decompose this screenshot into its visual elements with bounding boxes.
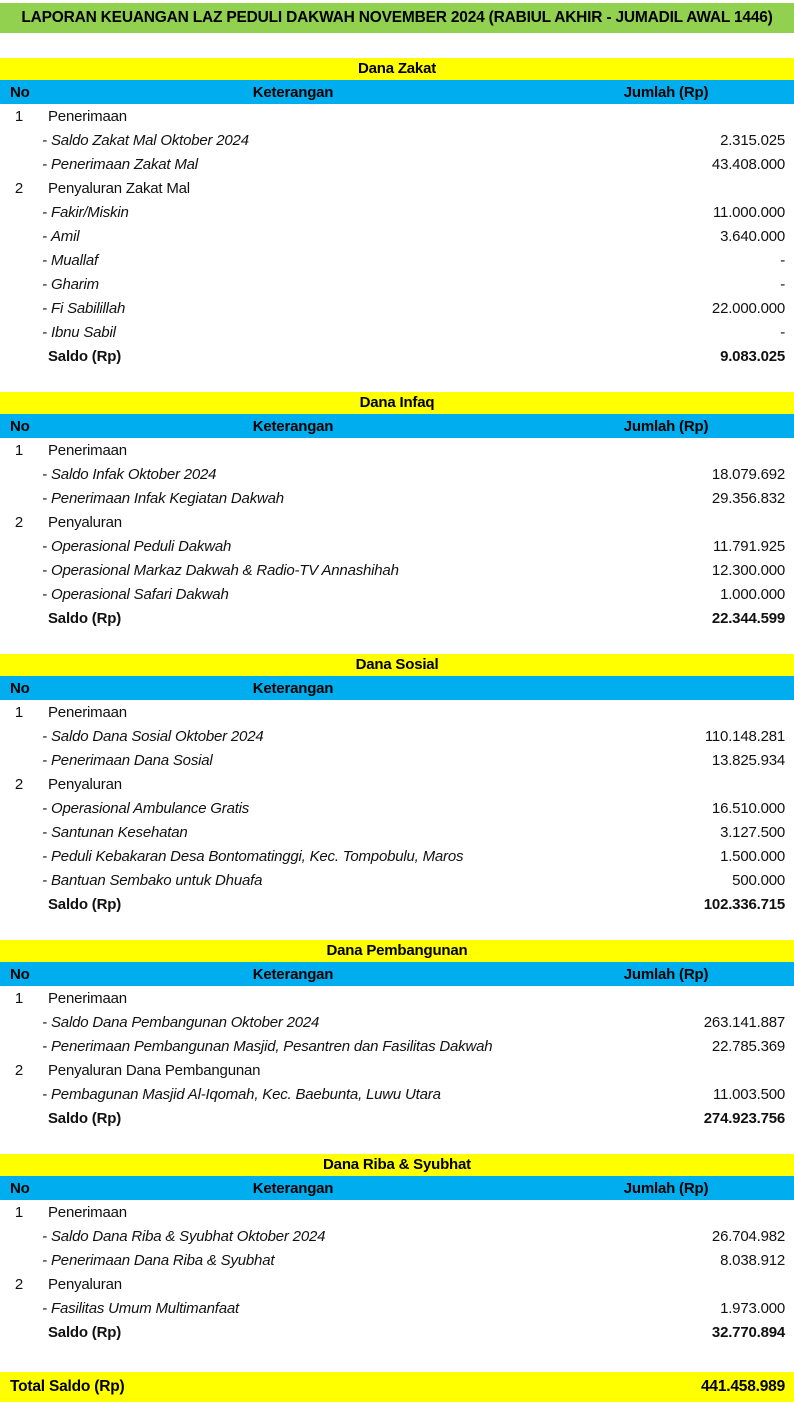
fund-section (0, 654, 794, 916)
row-number: 1 (14, 441, 24, 459)
dash-bullet: - (42, 1299, 47, 1317)
dash-bullet: - (42, 155, 47, 173)
sections (0, 58, 794, 1344)
table-row (0, 844, 794, 868)
report-title-bar (0, 3, 794, 33)
table-row (0, 248, 794, 272)
table-row (0, 1320, 794, 1344)
table-row (0, 820, 794, 844)
table-row (0, 176, 794, 200)
column-header-no: No (10, 1179, 30, 1197)
row-number: 2 (14, 1275, 24, 1293)
row-value: 1.000.000 (720, 585, 785, 603)
row-label: Saldo (Rp) (48, 895, 121, 913)
row-label: Penerimaan (48, 107, 127, 125)
table-row (0, 224, 794, 248)
section-title: Dana Pembangunan (0, 940, 794, 962)
row-label (38, 586, 548, 603)
row-label (38, 156, 548, 173)
section-title: Dana Zakat (0, 58, 794, 80)
row-label-text: Saldo Zakat Mal Oktober 2024 (51, 131, 249, 149)
row-value: 1.973.000 (720, 1299, 785, 1317)
dash-bullet: - (42, 871, 47, 889)
row-value: - (780, 323, 785, 341)
row-label-text: Operasional Safari Dakwah (51, 585, 229, 603)
row-label: Saldo (Rp) (48, 1323, 121, 1341)
row-label (38, 848, 548, 865)
row-value: 16.510.000 (711, 799, 785, 817)
dash-bullet: - (42, 1227, 47, 1245)
section-title: Dana Riba & Syubhat (0, 1154, 794, 1176)
row-label-text: Penerimaan Infak Kegiatan Dakwah (51, 489, 284, 507)
row-label (38, 132, 548, 149)
fund-section (0, 1154, 794, 1344)
table-header-row (0, 962, 794, 986)
table-row (0, 868, 794, 892)
dash-bullet: - (42, 561, 47, 579)
row-label (38, 490, 548, 507)
row-label-text: Operasional Ambulance Gratis (51, 799, 250, 817)
table-row (0, 582, 794, 606)
row-label (38, 324, 548, 341)
row-value: 26.704.982 (711, 1227, 785, 1245)
row-value: 12.300.000 (711, 561, 785, 579)
dash-bullet: - (42, 1037, 47, 1055)
dash-bullet: - (42, 751, 47, 769)
table-row (0, 558, 794, 582)
table-row (0, 892, 794, 916)
row-label-text: Muallaf (51, 251, 98, 269)
row-value: 43.408.000 (711, 155, 785, 173)
row-label (38, 1086, 548, 1103)
dash-bullet: - (42, 1085, 47, 1103)
grand-total-label: Total Saldo (Rp) (10, 1378, 125, 1395)
row-value: 11.000.000 (713, 203, 785, 221)
row-label-text: Gharim (51, 275, 99, 293)
row-label-text: Penerimaan Dana Sosial (51, 751, 213, 769)
row-label-text: Penerimaan Pembangunan Masjid, Pesantren dan Fasilitas Dakwah (51, 1037, 493, 1055)
row-label (38, 204, 548, 221)
row-label (38, 872, 548, 889)
grand-total-row (0, 1372, 794, 1402)
column-header-no: No (10, 83, 30, 101)
row-label (38, 252, 548, 269)
row-value: 3.640.000 (720, 227, 785, 245)
row-label-text: Operasional Markaz Dakwah & Radio-TV Annashihah (51, 561, 399, 579)
table-row (0, 320, 794, 344)
dash-bullet: - (42, 489, 47, 507)
column-header-jumlah: Jumlah (Rp) (623, 965, 709, 983)
row-label-text: Peduli Kebakaran Desa Bontomatinggi, Kec. Tompobulu, Maros (51, 847, 464, 865)
row-label-text: Saldo Dana Sosial Oktober 2024 (51, 727, 264, 745)
dash-bullet: - (42, 1251, 47, 1269)
row-value: 32.770.894 (711, 1323, 785, 1341)
row-value: 11.003.500 (713, 1085, 785, 1103)
row-label-text: Amil (51, 227, 80, 245)
table-row (0, 1058, 794, 1082)
row-label: Saldo (Rp) (48, 1109, 121, 1127)
row-number: 1 (14, 703, 24, 721)
row-label-text: Fasilitas Umum Multimanfaat (51, 1299, 239, 1317)
row-value: 22.785.369 (711, 1037, 785, 1055)
row-label (38, 1252, 548, 1269)
row-label (38, 824, 548, 841)
table-row (0, 486, 794, 510)
row-label (38, 728, 548, 745)
row-label (38, 276, 548, 293)
column-header-no: No (10, 417, 30, 435)
table-row (0, 152, 794, 176)
row-value: 500.000 (732, 871, 785, 889)
row-number: 1 (14, 989, 24, 1007)
table-header-row (0, 1176, 794, 1200)
dash-bullet: - (42, 465, 47, 483)
dash-bullet: - (42, 847, 47, 865)
table-row (0, 796, 794, 820)
row-value: 263.141.887 (703, 1013, 785, 1031)
table-row (0, 772, 794, 796)
row-label-text: Santunan Kesehatan (51, 823, 188, 841)
row-value: 102.336.715 (703, 895, 785, 913)
dash-bullet: - (42, 227, 47, 245)
table-header-row (0, 80, 794, 104)
row-value: - (780, 251, 785, 269)
column-header-jumlah: Jumlah (Rp) (623, 1179, 709, 1197)
row-value: 3.127.500 (720, 823, 785, 841)
table-row (0, 438, 794, 462)
dash-bullet: - (42, 585, 47, 603)
row-value: 274.923.756 (703, 1109, 785, 1127)
dash-bullet: - (42, 275, 47, 293)
row-label: Penyaluran (48, 513, 122, 531)
table-row (0, 510, 794, 534)
dash-bullet: - (42, 251, 47, 269)
row-label: Penerimaan (48, 989, 127, 1007)
section-title: Dana Sosial (0, 654, 794, 676)
row-number: 2 (14, 513, 24, 531)
table-row (0, 1034, 794, 1058)
column-header-jumlah: Jumlah (Rp) (623, 83, 709, 101)
dash-bullet: - (42, 131, 47, 149)
row-label (38, 1038, 548, 1055)
row-label: Saldo (Rp) (48, 347, 121, 365)
row-label-text: Saldo Dana Riba & Syubhat Oktober 2024 (51, 1227, 326, 1245)
fund-section (0, 392, 794, 630)
row-value: 1.500.000 (720, 847, 785, 865)
report-title: LAPORAN KEUANGAN LAZ PEDULI DAKWAH NOVEMBER 2024 (RABIUL AKHIR - JUMADIL AWAL 1446) (21, 9, 773, 26)
row-value: 18.079.692 (711, 465, 785, 483)
table-row (0, 200, 794, 224)
row-label-text: Fakir/Miskin (51, 203, 129, 221)
row-label-text: Saldo Dana Pembangunan Oktober 2024 (51, 1013, 320, 1031)
fund-section (0, 58, 794, 368)
table-row (0, 700, 794, 724)
row-label-text: Operasional Peduli Dakwah (51, 537, 232, 555)
row-label (38, 1228, 548, 1245)
table-row (0, 128, 794, 152)
row-label-text: Ibnu Sabil (51, 323, 116, 341)
section-title: Dana Infaq (0, 392, 794, 414)
row-value: - (780, 275, 785, 293)
row-value: 11.791.925 (713, 537, 785, 555)
row-label-text: Penerimaan Dana Riba & Syubhat (51, 1251, 275, 1269)
column-header-keterangan: Keterangan (252, 83, 334, 101)
row-label (38, 300, 548, 317)
grand-total-value: 441.458.989 (701, 1378, 785, 1395)
table-row (0, 606, 794, 630)
table-row (0, 534, 794, 558)
table-row (0, 986, 794, 1010)
row-label-text: Pembagunan Masjid Al-Iqomah, Kec. Baebunta, Luwu Utara (51, 1085, 441, 1103)
table-row (0, 1106, 794, 1130)
row-number: 1 (14, 107, 24, 125)
column-header-jumlah: Jumlah (Rp) (623, 417, 709, 435)
table-row (0, 724, 794, 748)
row-label: Penyaluran Zakat Mal (48, 179, 190, 197)
row-number: 1 (14, 1203, 24, 1221)
row-label (38, 1300, 548, 1317)
row-label (38, 1014, 548, 1031)
table-row (0, 462, 794, 486)
dash-bullet: - (42, 1013, 47, 1031)
table-row (0, 748, 794, 772)
dash-bullet: - (42, 203, 47, 221)
row-number: 2 (14, 179, 24, 197)
dash-bullet: - (42, 299, 47, 317)
row-value: 2.315.025 (720, 131, 785, 149)
table-row (0, 1200, 794, 1224)
dash-bullet: - (42, 537, 47, 555)
row-label-text: Saldo Infak Oktober 2024 (51, 465, 217, 483)
row-value: 9.083.025 (720, 347, 785, 365)
dash-bullet: - (42, 323, 47, 341)
row-label: Penyaluran Dana Pembangunan (48, 1061, 261, 1079)
row-number: 2 (14, 775, 24, 793)
table-header-row (0, 414, 794, 438)
table-row (0, 296, 794, 320)
column-header-no: No (10, 965, 30, 983)
dash-bullet: - (42, 799, 47, 817)
row-label (38, 538, 548, 555)
row-value: 29.356.832 (711, 489, 785, 507)
column-header-keterangan: Keterangan (252, 965, 334, 983)
row-label (38, 800, 548, 817)
row-number: 2 (14, 1061, 24, 1079)
row-label (38, 228, 548, 245)
row-value: 22.344.599 (711, 609, 785, 627)
dash-bullet: - (42, 823, 47, 841)
row-label: Saldo (Rp) (48, 609, 121, 627)
row-label: Penyaluran (48, 1275, 122, 1293)
table-row (0, 1082, 794, 1106)
column-header-keterangan: Keterangan (252, 417, 334, 435)
row-label-text: Fi Sabilillah (51, 299, 126, 317)
table-row (0, 1224, 794, 1248)
row-label (38, 466, 548, 483)
row-label-text: Bantuan Sembako untuk Dhuafa (51, 871, 263, 889)
table-row (0, 1272, 794, 1296)
column-header-keterangan: Keterangan (252, 679, 334, 697)
row-value: 13.825.934 (711, 751, 785, 769)
table-row (0, 1296, 794, 1320)
row-value: 22.000.000 (711, 299, 785, 317)
column-header-keterangan: Keterangan (252, 1179, 334, 1197)
table-row (0, 272, 794, 296)
row-value: 8.038.912 (720, 1251, 785, 1269)
table-row (0, 1010, 794, 1034)
row-value: 110.148.281 (704, 727, 785, 745)
row-label: Penerimaan (48, 1203, 127, 1221)
row-label: Penyaluran (48, 775, 122, 793)
dash-bullet: - (42, 727, 47, 745)
table-row (0, 344, 794, 368)
row-label-text: Penerimaan Zakat Mal (51, 155, 198, 173)
row-label: Penerimaan (48, 441, 127, 459)
row-label: Penerimaan (48, 703, 127, 721)
fund-section (0, 940, 794, 1130)
column-header-no: No (10, 679, 30, 697)
table-row (0, 104, 794, 128)
row-label (38, 752, 548, 769)
table-row (0, 1248, 794, 1272)
table-header-row (0, 676, 794, 700)
row-label (38, 562, 548, 579)
